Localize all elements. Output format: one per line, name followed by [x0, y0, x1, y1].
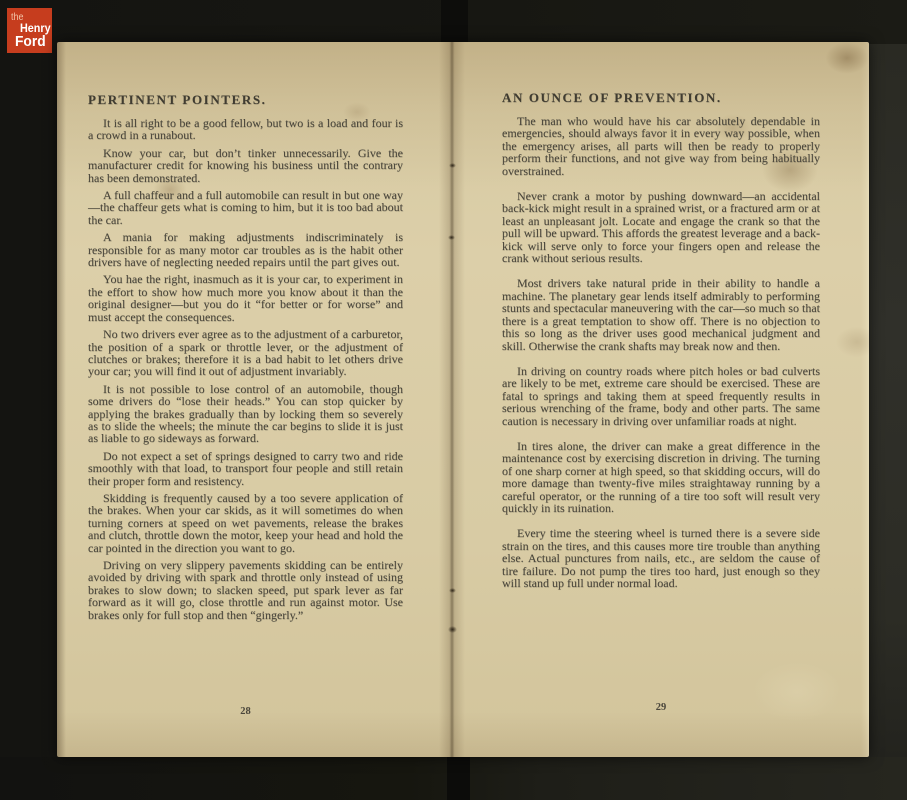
- paragraph: In driving on country roads where pitch holes or bad culverts are likely to be met, extreme care should be exercised. These are fatal to springs and taking them at speed frequently results in serious wrenching of the frame, body and other parts. The same caution is necessary in driving over unfamiliar roads at night.: [502, 363, 820, 428]
- cover-spine-bottom: [447, 753, 470, 800]
- left-page-title: PERTINENT POINTERS.: [88, 92, 267, 107]
- henry-ford-logo: [7, 8, 52, 53]
- right-page-title: AN OUNCE OF PREVENTION.: [502, 90, 722, 105]
- paragraph: Never crank a motor by pushing downward—an accidental back-kick might result in a sprained wrist, or a fractured arm or at least an unpleasant jolt. Locate and engage the crank so that the pull will be upward. This affords the greatest leverage and a back-kick will serve only to force your fingers open and release the crank without serious results.: [502, 189, 820, 266]
- cover-spine-top: [441, 0, 468, 46]
- paragraph: Know your car, but don’t tinker unnecessarily. Give the manufacturer credit for knowing his business until the contrary has been demonstrated.: [88, 145, 403, 185]
- paragraph: A full chaffeur and a full automobile can result in but one way—the chaffeur gets what is coming to him, but it is too bad about the car.: [88, 188, 403, 227]
- open-booklet-scan: [57, 42, 869, 757]
- paragraph: It is not possible to lose control of an automobile, though some drivers do “lose their heads.” You can stop quicker by applying the brakes gradually than by locking them so severely as to slide the wheels; the minute the car begins to slide it is just as liable to go sideways as forward.: [88, 381, 403, 446]
- paragraph: Skidding is frequently caused by a too severe application of the brakes. When your car skids, as it will sometimes do when turning corners at speed on wet pavements, release the brakes and clutch, throttle down the motor, keep your head and hold the car pointed in the direction you want to go.: [88, 490, 403, 555]
- paragraph: Every time the steering wheel is turned there is a severe side strain on the tires, and this causes more tire trouble than anything else. Actual punctures from nails, etc., are seldom the cause of tire failure. Do not pump the tires too hard, just enough so they will stand up full under normal load.: [502, 526, 820, 590]
- logo-text-henry: Henry: [20, 21, 51, 35]
- paragraph: Most drivers take natural pride in their ability to handle a machine. The planetary gear lends itself admirably to performing stunts and spectacular maneuvering with the car—so much so that there is a great temptation to show off. There is no objection to this so long as the driver uses good mechanical judgment and skill. Otherwise the crank shafts may break now and then.: [502, 276, 820, 353]
- paragraph: A mania for making adjustments indiscriminately is responsible for as many motor car troubles as is the habit other drivers have of neglecting needed repairs until the part gives out.: [88, 230, 403, 270]
- paragraph: It is all right to be a good fellow, but two is a load and four is a crowd in a runabout.: [88, 116, 403, 143]
- left-page-paragraphs: [88, 117, 403, 621]
- right-page-text-column: [502, 91, 820, 602]
- book-cover-right-edge: [868, 44, 907, 758]
- staple-hole: [449, 163, 456, 168]
- left-page-text-column: [88, 93, 403, 626]
- paragraph: Do not expect a set of springs designed to carry two and ride smoothly with that load, to transport four people and still retain their proper form and resistency.: [88, 448, 403, 488]
- logo-text-ford: Ford: [15, 33, 46, 50]
- right-page-paragraphs: [502, 115, 820, 589]
- staple-hole: [448, 235, 455, 240]
- paragraph: Driving on very slippery pavements skidding can be entirely avoided by driving with spark and throttle only instead of using brakes to slow down; to slacken speed, put spark lever as far forward as it will go, close throttle and run against motor. Use brakes only for full stop and then “gingerly.”: [88, 558, 403, 622]
- logo-text-the: the: [11, 12, 24, 23]
- left-page-number: 28: [240, 706, 251, 717]
- paragraph: No two drivers ever agree as to the adjustment of a carburetor, the position of a spark or throttle lever, or the adjustment of clutches or brakes; therefore it is a bad habit to let others drive your car; you will find it out of adjustment invariably.: [88, 327, 403, 379]
- paragraph: You hae the right, inasmuch as it is your car, to experiment in the effort to show how much more you know about it than the original designer—but you do it “for better or for worse” and must accept the consequences.: [88, 272, 403, 324]
- staple-hole: [448, 626, 457, 633]
- paragraph: The man who would have his car absolutely dependable in emergencies, should always favor it in every way possible, when the emergency arises, all parts will then be ready to properly perform their functions, and not give way from being habitually overstrained.: [502, 114, 820, 178]
- paragraph: In tires alone, the driver can make a great difference in the maintenance cost by exercising discretion in driving. The turning of one sharp corner at high speed, so that skidding occurs, will do more damage than twenty-five miles straightaway running by a careful operator, or the running of a tire too soft will result very quickly in its ruination.: [502, 438, 820, 515]
- staple-hole: [449, 588, 456, 593]
- right-page-number: 29: [655, 702, 667, 713]
- booklet-spine-crease: [439, 42, 465, 757]
